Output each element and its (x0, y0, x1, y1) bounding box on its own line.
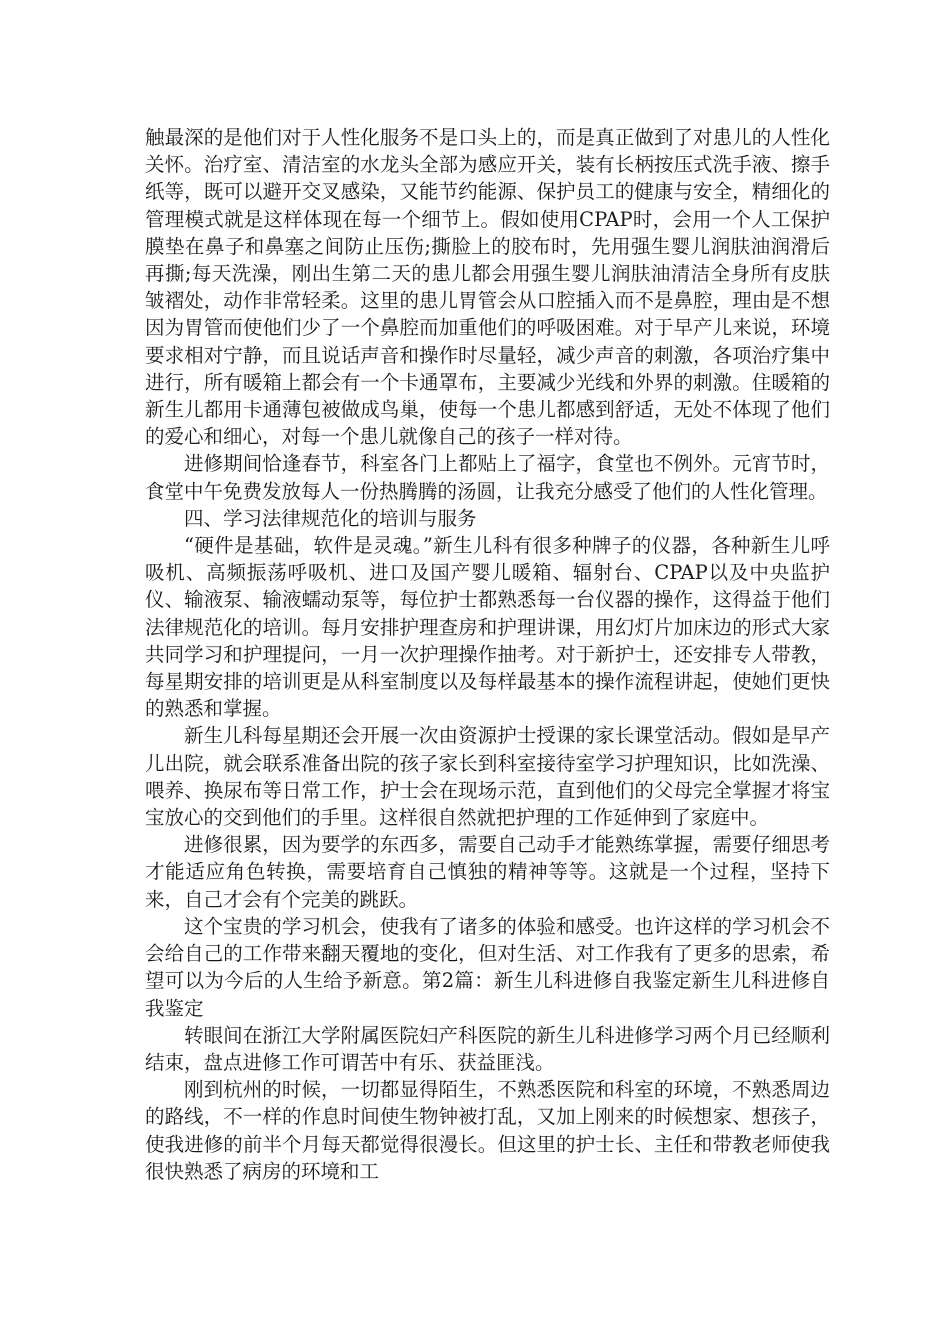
paragraph-spring-festival: 进修期间恰逢春节，科室各门上都贴上了福字，食堂也不例外。元宵节时，食堂中午免费发放每人一份热腾腾的汤圆，让我充分感受了他们的人性化管理。 (145, 452, 830, 503)
paragraph-parent-class: 新生儿科每星期还会开展一次由资源护士授课的家长课堂活动。假如是早产儿出院，就会联系准备出院的孩子家长到科室接待室学习护理知识，比如洗澡、喂养、换尿布等日常工作，护士会在现场示范，直到他们的父母完全掌握才将宝宝放心的交到他们的手里。这样很自然就把护理的工作延伸到了家庭中。 (145, 724, 830, 830)
paragraph-hard-work: 进修很累，因为要学的东西多，需要自己动手才能熟练掌握，需要仔细思考才能适应角色转换，需要培育自己慎独的精神等等。这就是一个过程，坚持下来，自己才会有个完美的跳跃。 (145, 833, 830, 911)
paragraph-learning-opportunity: 这个宝贵的学习机会，使我有了诸多的体验和感受。也许这样的学习机会不会给自己的工作带来翻天覆地的变化，但对生活、对工作我有了更多的思索，希望可以为今后的人生给予新意。第2篇：新生儿科进修自我鉴定新生儿科进修自我鉴定 (145, 914, 830, 1020)
document-page (145, 124, 830, 1185)
paragraph-equipment-training: “硬件是基础，软件是灵魂。”新生儿科有很多种牌子的仪器，各种新生儿呼吸机、高频振荡呼吸机、进口及国产婴儿暖箱、辐射台、CPAP以及中央监护仪、输液泵、输液蠕动泵等，每位护士都熟悉每一台仪器的操作，这得益于他们法律规范化的培训。每月安排护理查房和护理讲课，用幻灯片加床边的形式大家共同学习和护理提问，一月一次护理操作抽考。对于新护士，还安排专人带教，每星期安排的培训更是从科室制度以及每样最基本的操作流程讲起，使她们更快的熟悉和掌握。 (145, 534, 830, 721)
paragraph-arrival-hangzhou: 刚到杭州的时候，一切都显得陌生，不熟悉医院和科室的环境，不熟悉周边的路线，不一样的作息时间使生物钟被打乱，又加上刚来的时候想家、想孩子，使我进修的前半个月每天都觉得很漫长。但这里的护士长、主任和带教老师使我很快熟悉了病房的环境和工 (145, 1078, 830, 1183)
paragraph-training-finished: 转眼间在浙江大学附属医院妇产科医院的新生儿科进修学习两个月已经顺利结束，盘点进修工作可谓苦中有乐、获益匪浅。 (145, 1023, 830, 1074)
paragraph-humanized-care: 触最深的是他们对于人性化服务不是口头上的，而是真正做到了对患儿的人性化关怀。治疗室、清洁室的水龙头全部为感应开关，装有长柄按压式洗手液、擦手纸等，既可以避开交叉感染，又能节约能源、保护员工的健康与安全，精细化的管理模式就是这样体现在每一个细节上。假如使用CPAP时，会用一个人工保护膜垫在鼻子和鼻塞之间防止压伤;撕脸上的胶布时，先用强生婴儿润肤油润滑后再撕;每天洗澡，刚出生第二天的患儿都会用强生婴儿润肤油清洁全身所有皮肤皱褶处，动作非常轻柔。这里的患儿胃管会从口腔插入而不是鼻腔，理由是不想因为胃管而使他们少了一个鼻腔而加重他们的呼吸困难。对于早产儿来说，环境要求相对宁静，而且说话声音和操作时尽量轻，减少声音的刺激，各项治疗集中进行，所有暖箱上都会有一个卡通罩布，主要减少光线和外界的刺激。住暖箱的新生儿都用卡通薄包被做成鸟巢，使每一个患儿都感到舒适，无处不体现了他们的爱心和细心，对每一个患儿就像自己的孩子一样对待。 (145, 126, 830, 449)
section-heading-training: 四、学习法律规范化的培训与服务 (184, 506, 477, 530)
